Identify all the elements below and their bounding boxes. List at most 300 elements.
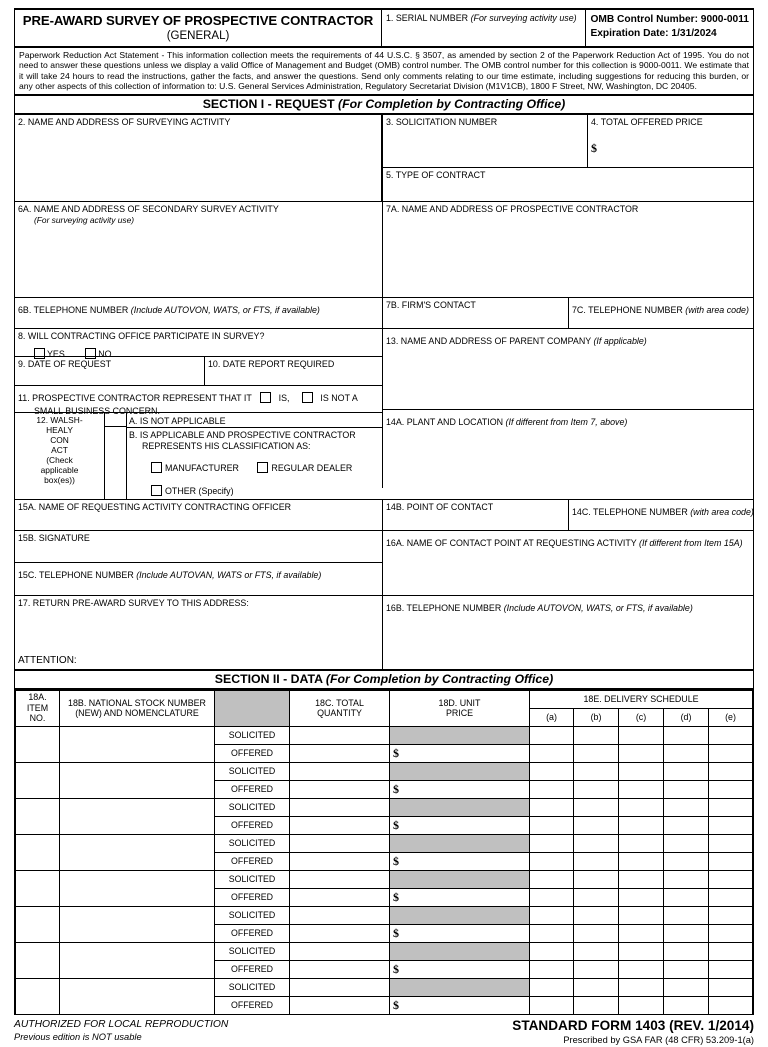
item11-is-label: IS, [278,392,290,403]
field-type-of-contract[interactable] [382,168,753,201]
field-point-of-contact[interactable] [382,500,568,530]
section-2-banner-italic: (For Completion by Contracting Office) [325,671,554,686]
field-office-participate[interactable] [15,329,382,357]
currency-symbol: $ [393,997,399,1012]
cell-item-no[interactable] [16,978,60,1014]
currency-symbol: $ [393,889,399,904]
section-2-banner [15,671,753,690]
item14b-label: 14B. POINT OF CONTACT [386,501,494,512]
cell-unit-price-offered[interactable] [390,924,530,942]
header-unit-price [390,690,530,726]
cell-delivery-offered[interactable] [530,924,574,942]
row-item5 [382,168,753,201]
item12-options [126,413,382,499]
col-left-15b-15c [15,531,382,595]
cell-status-offered: OFFERED [215,996,290,1014]
table-row[interactable] [16,762,753,780]
cell-unit-price-solicited [390,942,530,960]
item15b-label: 15B. SIGNATURE [18,532,90,543]
cell-delivery-solicited[interactable] [664,906,709,924]
cell-nsn[interactable] [60,798,215,834]
cell-delivery-solicited[interactable] [709,726,753,744]
item11-label: 11. PROSPECTIVE CONTRACTOR REPRESENT THAT IT [18,392,252,403]
cell-nsn[interactable] [60,906,215,942]
item2-label: 2. NAME AND ADDRESS OF SURVEYING ACTIVITY [18,116,231,127]
item8-no-label: NO [98,348,112,359]
cell-unit-price-offered[interactable] [390,960,530,978]
cell-delivery-solicited[interactable] [530,798,574,816]
row-item12 [15,413,382,499]
form-footer [14,1015,754,1047]
cell-delivery-offered[interactable] [709,960,753,978]
cell-unit-price-solicited [390,834,530,852]
cell-delivery-offered[interactable] [664,888,709,906]
cell-delivery-solicited[interactable] [709,942,753,960]
cell-delivery-solicited[interactable] [664,870,709,888]
field-date-of-request[interactable] [15,357,204,385]
form-title-block [15,10,381,46]
footer-right [394,1018,754,1047]
cell-delivery-offered[interactable] [530,960,574,978]
header-item-no [16,690,60,726]
item15c-note: (Include AUTOVAN, WATS or FTS, if available) [136,569,322,580]
header-delivery-e: (e) [709,708,753,726]
item11-label-line2: SMALL BUSINESS CONCERN. [34,405,160,416]
currency-symbol: $ [393,853,399,868]
header-total-qty-l1: 18C. TOTAL [315,697,364,708]
cell-delivery-solicited[interactable] [619,906,664,924]
header-delivery-schedule: 18E. DELIVERY SCHEDULE [530,690,753,708]
cell-nsn[interactable] [60,726,215,762]
header-item-no-l2: ITEM [26,702,49,713]
footer-form-name: STANDARD FORM 1403 (REV. 1/2014) [512,1017,754,1033]
serial-number-note: (For surveying activity use) [470,13,577,23]
cell-unit-price-offered[interactable] [390,780,530,798]
item16a-note: (If different from Item 15A) [638,537,743,548]
cell-total-quantity-solicited[interactable] [290,798,390,816]
field-secondary-survey-activity[interactable] [15,202,382,297]
item16a-label: 16A. NAME OF CONTACT POINT AT REQUESTING ACTIVITY [386,537,639,548]
cell-delivery-offered[interactable] [664,780,709,798]
cell-delivery-offered[interactable] [664,744,709,762]
cell-unit-price-solicited [390,906,530,924]
cell-status-solicited: SOLICITED [215,870,290,888]
cell-total-quantity-offered[interactable] [290,924,390,942]
cell-delivery-offered[interactable] [530,816,574,834]
col-left-items [15,329,382,499]
header-nsn-l1: 18B. NATIONAL STOCK NUMBER [68,697,206,708]
section-1-banner-text: SECTION I - REQUEST [202,96,338,111]
cell-status-offered: OFFERED [215,924,290,942]
cell-delivery-offered[interactable] [530,996,574,1014]
cell-unit-price-solicited [390,870,530,888]
field-surveying-activity-phone[interactable] [15,298,382,328]
cell-delivery-solicited[interactable] [530,978,574,996]
cell-nsn[interactable] [60,978,215,1014]
cell-total-quantity-solicited[interactable] [290,906,390,924]
item12-regular-dealer-label: REGULAR DEALER [271,462,353,473]
cell-item-no[interactable] [16,942,60,978]
header-item-no-l3: NO. [29,713,46,724]
section-2-data-table [15,690,753,1015]
cell-delivery-solicited[interactable] [530,906,574,924]
cell-delivery-offered[interactable] [619,996,664,1014]
cell-delivery-offered[interactable] [709,852,753,870]
cell-delivery-offered[interactable] [619,960,664,978]
item16b-note: (Include AUTOVON, WATS, or FTS, if available) [503,602,693,613]
cell-status-offered: OFFERED [215,852,290,870]
cell-delivery-offered[interactable] [574,960,619,978]
cell-unit-price-solicited [390,762,530,780]
item12-other-label: OTHER (Specify) [165,485,234,496]
item6b-note: (Include AUTOVON, WATS, or FTS, if available) [130,304,320,315]
item7c-note: (with area code) [685,304,749,315]
table-row[interactable] [16,942,753,960]
cell-delivery-solicited[interactable] [664,942,709,960]
item6b-label: 6B. TELEPHONE NUMBER [18,304,131,315]
table-row[interactable] [16,870,753,888]
cell-nsn[interactable] [60,942,215,978]
cell-delivery-solicited[interactable] [709,906,753,924]
col-right-item3-4-5 [382,115,753,201]
cell-item-no[interactable] [16,762,60,798]
cell-unit-price-offered[interactable] [390,888,530,906]
cell-delivery-solicited[interactable] [709,762,753,780]
field-signature[interactable] [15,531,382,563]
cell-total-quantity-offered[interactable] [290,744,390,762]
item12-line-4: ACT [51,444,68,455]
cell-status-offered: OFFERED [215,780,290,798]
cell-nsn[interactable] [60,762,215,798]
cell-delivery-solicited[interactable] [664,726,709,744]
field-contracting-officer-name[interactable] [15,500,382,530]
footer-previous-edition: Previous edition is NOT usable [14,1031,142,1042]
item3-label: 3. SOLICITATION NUMBER [386,116,498,127]
field-date-report-required[interactable] [204,357,382,385]
item6a-label: 6A. NAME AND ADDRESS OF SECONDARY SURVEY ACTIVITY [18,203,279,214]
currency-symbol: $ [393,925,399,940]
item12-option-a-label: A. IS NOT APPLICABLE [129,415,226,426]
cell-item-no[interactable] [16,726,60,762]
cell-delivery-solicited[interactable] [574,726,619,744]
cell-status-solicited: SOLICITED [215,942,290,960]
col-right-13-14a [382,329,753,499]
checkbox-regular-dealer[interactable] [257,462,268,473]
header-unit-price-l2: PRICE [445,708,474,719]
table-row[interactable] [16,834,753,852]
row-item17-16b [15,596,753,671]
field-prospective-contractor[interactable] [382,202,753,297]
checkbox-manufacturer[interactable] [151,462,162,473]
table-row[interactable] [16,978,753,996]
form-title-line2: (GENERAL) [166,30,230,42]
item14a-label: 14A. PLANT AND LOCATION [386,416,506,427]
cell-delivery-solicited[interactable] [619,798,664,816]
cell-delivery-solicited[interactable] [619,762,664,780]
cell-delivery-offered[interactable] [709,996,753,1014]
cell-delivery-solicited[interactable] [574,762,619,780]
item14c-label: 14C. TELEPHONE NUMBER [572,506,691,517]
cell-delivery-offered[interactable] [619,888,664,906]
cell-status-solicited: SOLICITED [215,762,290,780]
row-item3-4 [382,115,753,168]
cell-delivery-offered[interactable] [709,744,753,762]
field-firms-contact[interactable] [382,298,568,328]
currency-symbol: $ [393,961,399,976]
table-header [16,690,753,726]
cell-total-quantity-offered[interactable] [290,816,390,834]
cell-delivery-solicited[interactable] [530,942,574,960]
cell-delivery-solicited[interactable] [574,798,619,816]
cell-status-solicited: SOLICITED [215,834,290,852]
cell-total-quantity-offered[interactable] [290,888,390,906]
cell-delivery-solicited[interactable] [664,798,709,816]
cell-delivery-solicited[interactable] [619,870,664,888]
cell-status-solicited: SOLICITED [215,798,290,816]
cell-delivery-offered[interactable] [619,924,664,942]
field-point-of-contact-phone[interactable] [568,500,753,530]
field-serial-number[interactable] [381,10,585,46]
cell-delivery-offered[interactable] [709,816,753,834]
field-solicitation-number[interactable] [382,115,587,167]
item12-option-b-line1: B. IS APPLICABLE AND PROSPECTIVE CONTRACTOR [129,429,356,440]
cell-delivery-offered[interactable] [664,996,709,1014]
serial-number-label: 1. SERIAL NUMBER [386,13,469,23]
section-1-banner-italic: (For Completion by Contracting Office) [338,96,566,111]
cell-delivery-solicited[interactable] [619,726,664,744]
cell-delivery-solicited[interactable] [574,834,619,852]
field-requesting-officer-phone[interactable] [15,563,382,595]
header-nsn-l2: (NEW) AND NOMENCLATURE [75,708,199,719]
cell-delivery-offered[interactable] [530,888,574,906]
field-contact-point-phone[interactable] [382,596,753,669]
item14c-note: (with area code) [690,506,754,517]
cell-total-quantity-solicited[interactable] [290,942,390,960]
sf1403-form [14,8,754,1015]
row-item2-3-4 [15,115,753,201]
cell-unit-price-offered[interactable] [390,996,530,1014]
cell-delivery-solicited[interactable] [574,906,619,924]
item12-label-lines [15,415,104,485]
cell-delivery-offered[interactable] [530,744,574,762]
header-delivery-a: (a) [530,708,574,726]
item11-isnot-label: IS NOT A [320,392,358,403]
cell-delivery-offered[interactable] [574,780,619,798]
item9-label: 9. DATE OF REQUEST [18,358,112,369]
cell-delivery-solicited[interactable] [709,834,753,852]
cell-nsn[interactable] [60,870,215,906]
cell-delivery-offered[interactable] [619,744,664,762]
cell-unit-price-offered[interactable] [390,744,530,762]
cell-nsn[interactable] [60,834,215,870]
row-item9-10 [15,357,382,386]
cell-delivery-offered[interactable] [664,816,709,834]
field-return-address[interactable] [15,596,382,669]
cell-delivery-offered[interactable] [664,852,709,870]
item7b-label: 7B. FIRM'S CONTACT [386,299,476,310]
cell-delivery-solicited[interactable] [664,978,709,996]
section-1-banner [15,96,753,115]
table-header-row-1 [16,690,753,708]
cell-delivery-offered[interactable] [574,924,619,942]
table-row[interactable] [16,906,753,924]
table-row[interactable] [16,798,753,816]
item12-line-2: HEALY [46,424,73,435]
cell-total-quantity-solicited[interactable] [290,762,390,780]
row-item6b-7b-7c [15,298,753,329]
cell-delivery-solicited[interactable] [574,942,619,960]
cell-status-solicited: SOLICITED [215,726,290,744]
cell-delivery-solicited[interactable] [664,834,709,852]
field-plant-and-location[interactable] [382,410,753,488]
cell-delivery-solicited[interactable] [709,978,753,996]
item7a-label: 7A. NAME AND ADDRESS OF PROSPECTIVE CONTRACTOR [386,203,639,214]
item7c-label: 7C. TELEPHONE NUMBER [572,304,686,315]
row-item6a-7a [15,201,753,298]
cell-delivery-offered[interactable] [709,888,753,906]
cell-delivery-offered[interactable] [574,744,619,762]
currency-symbol: $ [393,781,399,796]
item15a-label: 15A. NAME OF REQUESTING ACTIVITY CONTRACTING OFFICER [18,501,292,512]
cell-delivery-solicited[interactable] [619,942,664,960]
item6a-sublabel: (For surveying activity use) [34,214,135,225]
row-item15b-15c-16a [15,531,753,596]
omb-control-number: OMB Control Number: 9000-0011 [590,14,749,25]
checkbox-is-not-small-business[interactable] [302,392,313,403]
cell-delivery-solicited[interactable] [530,870,574,888]
currency-symbol: $ [393,745,399,760]
field-surveying-activity[interactable] [15,115,381,201]
header-delivery-b: (b) [574,708,619,726]
cell-total-quantity-solicited[interactable] [290,834,390,852]
section-2-banner-text: SECTION II - DATA [214,671,326,686]
row-left-items-right-13-14a [15,329,753,499]
item12-option-b-line2: REPRESENTS HIS CLASSIFICATION AS: [142,440,311,451]
footer-left [14,1018,394,1047]
row-item15a-14b-14c [15,499,753,531]
cell-total-quantity-offered[interactable] [290,780,390,798]
cell-unit-price-offered[interactable] [390,816,530,834]
cell-item-no[interactable] [16,906,60,942]
cell-delivery-solicited[interactable] [530,762,574,780]
item12-line-6: applicable [40,464,79,475]
cell-unit-price-offered[interactable] [390,852,530,870]
item12-option-a[interactable] [127,415,382,428]
item17-label: 17. RETURN PRE-AWARD SURVEY TO THIS ADDRESS: [18,597,249,608]
cell-delivery-offered[interactable] [664,924,709,942]
table-row[interactable] [16,726,753,744]
cell-status-solicited: SOLICITED [215,906,290,924]
field-total-offered-price[interactable] [587,115,753,167]
header-unit-price-l1: 18D. UNIT [438,697,481,708]
footer-prescribed-by: Prescribed by GSA FAR (48 CFR) 53.209-1(a) [563,1034,754,1045]
form-header [15,10,753,48]
cell-delivery-offered[interactable] [574,888,619,906]
cell-total-quantity-offered[interactable] [290,852,390,870]
cell-item-no[interactable] [16,798,60,834]
cell-delivery-offered[interactable] [619,780,664,798]
checkbox-other[interactable] [151,485,162,496]
header-delivery-d: (d) [664,708,709,726]
cell-unit-price-solicited [390,726,530,744]
item12-manufacturer-label: MANUFACTURER [165,462,239,473]
item12-checkbox-gutter [104,413,126,499]
cell-delivery-offered[interactable] [530,852,574,870]
item12-line-5: (Check [46,454,73,465]
attention-label: ATTENTION: [18,654,77,666]
cell-delivery-solicited[interactable] [664,762,709,780]
header-total-qty-l2: QUANTITY [317,708,362,719]
cell-delivery-solicited[interactable] [530,834,574,852]
item8-label: 8. WILL CONTRACTING OFFICE PARTICIPATE IN SURVEY? [18,330,265,341]
cell-total-quantity-solicited[interactable] [290,978,390,996]
cell-delivery-offered[interactable] [574,816,619,834]
item14a-note: (If different from Item 7, above) [505,416,628,427]
omb-expiration-date: Expiration Date: 1/31/2024 [590,27,717,39]
cell-total-quantity-solicited[interactable] [290,726,390,744]
cell-total-quantity-offered[interactable] [290,996,390,1014]
item8-yes-label: YES [47,348,65,359]
item4-label: 4. TOTAL OFFERED PRICE [591,116,703,127]
cell-delivery-offered[interactable] [574,852,619,870]
cell-delivery-offered[interactable] [619,816,664,834]
item12-line-7: box(es)) [44,474,75,485]
footer-authorized-reproduction: AUTHORIZED FOR LOCAL REPRODUCTION [14,1018,229,1030]
cell-status-offered: OFFERED [215,744,290,762]
field-contact-point-name[interactable] [382,531,753,595]
field-parent-company[interactable] [382,329,753,410]
field-small-business-representation[interactable] [15,386,382,416]
cell-delivery-solicited[interactable] [709,870,753,888]
cell-delivery-solicited[interactable] [530,726,574,744]
cell-status-offered: OFFERED [215,960,290,978]
cell-unit-price-solicited [390,978,530,996]
cell-delivery-solicited[interactable] [574,870,619,888]
item5-label: 5. TYPE OF CONTRACT [386,169,486,180]
item13-note: (If applicable) [593,335,647,346]
cell-delivery-offered[interactable] [709,924,753,942]
item4-currency-symbol: $ [591,140,597,155]
checkbox-is-small-business[interactable] [260,392,271,403]
cell-delivery-solicited[interactable] [619,834,664,852]
cell-item-no[interactable] [16,834,60,870]
table-body [16,726,753,1014]
cell-item-no[interactable] [16,870,60,906]
item12-line-3: CON [50,434,69,445]
item15c-label: 15C. TELEPHONE NUMBER [18,569,137,580]
cell-unit-price-solicited [390,798,530,816]
field-firms-contact-phone[interactable] [568,298,753,328]
cell-total-quantity-offered[interactable] [290,960,390,978]
paperwork-reduction-act-statement: Paperwork Reduction Act Statement - This information collection meets the requirements of 44 U.S.C. § 3507, as amended by section 2 of the Paperwork Reduction Act of 1995. You do not need to answer these questions unless we display a valid Office of Management and Budget (OMB) control number. The OMB control number for this collection is 9000-0011. We estimate that it will take 24 hours to read the instructions, gather the facts, and answer the questions. Send only comments relating to our time estimate, including suggestions for reducing this burden, or any other aspects of this collection of information to: U.S. General Services Administration, Regulatory Secretariat Division (M1V1CB), 1800 F Street, NW, Washington, DC 20405. [15,48,753,96]
cell-delivery-solicited[interactable] [619,978,664,996]
cell-delivery-offered[interactable] [574,996,619,1014]
cell-delivery-solicited[interactable] [574,978,619,996]
form-title-line1: PRE-AWARD SURVEY OF PROSPECTIVE CONTRACTOR [22,13,374,28]
header-status-blank [215,690,290,726]
cell-delivery-offered[interactable] [664,960,709,978]
currency-symbol: $ [393,817,399,832]
cell-delivery-offered[interactable] [619,852,664,870]
cell-status-solicited: SOLICITED [215,978,290,996]
header-item-no-l1: 18A. [28,692,47,703]
omb-block [585,10,753,46]
cell-delivery-solicited[interactable] [709,798,753,816]
cell-delivery-offered[interactable] [709,780,753,798]
cell-total-quantity-solicited[interactable] [290,870,390,888]
cell-delivery-offered[interactable] [530,780,574,798]
item16b-label: 16B. TELEPHONE NUMBER [386,602,504,613]
